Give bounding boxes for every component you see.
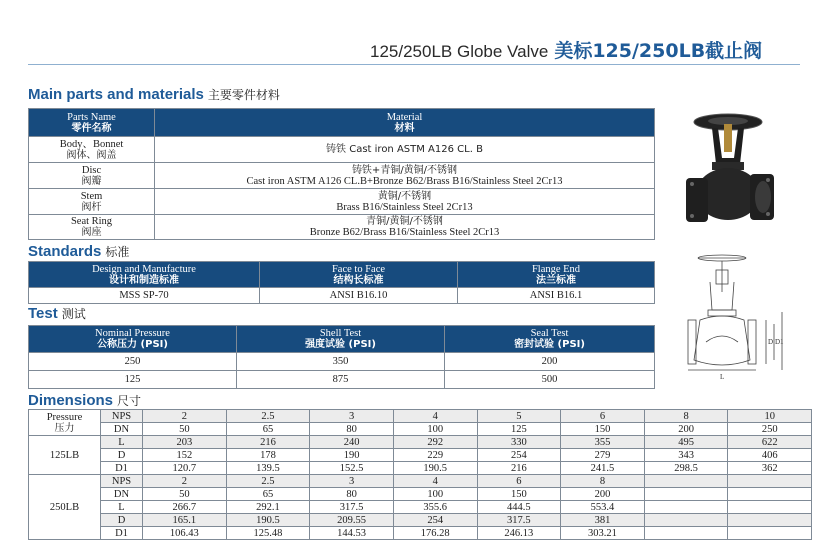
test-cell: 125 xyxy=(29,371,237,389)
dims-value-cell: 139.5 xyxy=(226,462,310,475)
test-cell: 350 xyxy=(237,353,445,371)
table-row xyxy=(29,215,655,240)
section-dimensions xyxy=(28,392,141,410)
test-cell: 875 xyxy=(237,371,445,389)
test-cell: 250 xyxy=(29,353,237,371)
dims-value-cell: 209.55 xyxy=(310,514,394,527)
material-cell: 黄铜/不锈钢 Brass B16/Stainless Steel 2Cr13 xyxy=(155,189,655,215)
dn-cell: 80 xyxy=(310,423,394,436)
dims-value-cell xyxy=(644,527,728,540)
title-rule xyxy=(28,64,800,65)
shell-header: Shell Test 强度试验 (PSI) xyxy=(237,326,445,353)
table-row xyxy=(29,514,812,527)
dims-value-cell xyxy=(644,488,728,501)
nps-cell: 2.5 xyxy=(226,410,310,423)
dims-value-cell xyxy=(728,501,812,514)
materials-table xyxy=(28,108,655,240)
dn-cell: 150 xyxy=(561,423,645,436)
table-row xyxy=(29,436,812,449)
dims-value-cell: 279 xyxy=(561,449,645,462)
dims-value-cell: 190 xyxy=(310,449,394,462)
dims-row-label: L xyxy=(101,501,143,514)
dims-value-cell: 152.5 xyxy=(310,462,394,475)
dims-row-label: DN xyxy=(101,488,143,501)
table-row xyxy=(29,371,655,389)
standard-cell: ANSI B16.1 xyxy=(458,288,655,304)
section-standards-cn: 标准 xyxy=(105,245,130,259)
dims-value-cell: 355 xyxy=(561,436,645,449)
part-cell: Stem 阀杆 xyxy=(29,189,155,215)
dims-value-cell: 2.5 xyxy=(226,475,310,488)
dims-value-cell xyxy=(728,527,812,540)
dn-cell: 65 xyxy=(226,423,310,436)
standards-header-row xyxy=(29,262,655,288)
title-cn: 美标125/250LB截止阀 xyxy=(554,40,763,62)
nps-cell: 6 xyxy=(561,410,645,423)
dims-value-cell: 303.21 xyxy=(561,527,645,540)
table-row xyxy=(29,527,812,540)
drawing-label-d1: D1 xyxy=(775,338,784,346)
part-cell: Disc 阀瓣 xyxy=(29,163,155,189)
dims-value-cell: 216 xyxy=(226,436,310,449)
dims-value-cell: 203 xyxy=(143,436,227,449)
section-dimensions-en: Dimensions xyxy=(28,392,114,409)
dims-value-cell: 362 xyxy=(728,462,812,475)
pressure-label-cell: Pressure 压力 xyxy=(29,410,101,436)
dn-cell: 200 xyxy=(644,423,728,436)
dims-value-cell: 176.28 xyxy=(393,527,477,540)
pressure-header: Nominal Pressure 公称压力 (PSI) xyxy=(29,326,237,353)
part-cell: Body、Bonnet 阀体、阀盖 xyxy=(29,137,155,163)
dims-value-cell: 216 xyxy=(477,462,561,475)
section-materials-cn: 主要零件材料 xyxy=(207,88,280,102)
dims-value-cell: 406 xyxy=(728,449,812,462)
dims-row-label: D xyxy=(101,514,143,527)
standard-cell: MSS SP-70 xyxy=(29,288,260,304)
face-header: Face to Face 结构长标准 xyxy=(260,262,458,288)
section-standards xyxy=(28,243,129,261)
dims-value-cell: 229 xyxy=(393,449,477,462)
section-dimensions-cn: 尺寸 xyxy=(117,394,142,408)
dims-value-cell xyxy=(728,488,812,501)
dims-value-cell: 254 xyxy=(393,514,477,527)
standards-table xyxy=(28,261,655,304)
section-test-cn: 测试 xyxy=(61,307,86,321)
dims-value-cell: 144.53 xyxy=(310,527,394,540)
dn-cell: 50 xyxy=(143,423,227,436)
section-materials-en: Main parts and materials xyxy=(28,86,204,103)
table-row xyxy=(29,137,655,163)
dimensions-table xyxy=(28,409,812,540)
dims-value-cell: 3 xyxy=(310,475,394,488)
pressure-class-cell: 125LB xyxy=(29,436,101,475)
materials-header-row xyxy=(29,109,655,137)
material-cell: 青铜/黄铜/不锈钢 Bronze B62/Brass B16/Stainless Steel 2Cr13 xyxy=(155,215,655,240)
nps-cell: 3 xyxy=(310,410,394,423)
table-row xyxy=(29,288,655,304)
dims-value-cell: 553.4 xyxy=(561,501,645,514)
dims-value-cell xyxy=(644,475,728,488)
dims-row-label: NPS xyxy=(101,410,143,423)
dims-value-cell xyxy=(728,475,812,488)
dims-row-label: D1 xyxy=(101,462,143,475)
dims-value-cell: 292.1 xyxy=(226,501,310,514)
dims-value-cell: 2 xyxy=(143,475,227,488)
dims-value-cell: 65 xyxy=(226,488,310,501)
nps-cell: 10 xyxy=(728,410,812,423)
dims-value-cell xyxy=(728,514,812,527)
standard-cell: ANSI B16.10 xyxy=(260,288,458,304)
dims-value-cell: 6 xyxy=(477,475,561,488)
dims-value-cell: 444.5 xyxy=(477,501,561,514)
pressure-class-cell: 250LB xyxy=(29,475,101,540)
material-header: Material 材料 xyxy=(155,109,655,137)
dims-value-cell: 240 xyxy=(310,436,394,449)
table-row xyxy=(29,501,812,514)
parts-name-header: Parts Name 零件名称 xyxy=(29,109,155,137)
dims-value-cell: 8 xyxy=(561,475,645,488)
dims-value-cell: 120.7 xyxy=(143,462,227,475)
dims-value-cell: 317.5 xyxy=(310,501,394,514)
section-standards-en: Standards xyxy=(28,243,102,260)
dims-value-cell: 381 xyxy=(561,514,645,527)
table-row xyxy=(29,488,812,501)
dims-value-cell: 343 xyxy=(644,449,728,462)
dims-value-cell: 241.5 xyxy=(561,462,645,475)
seal-header: Seal Test 密封试验 (PSI) xyxy=(445,326,655,353)
dims-value-cell: 150 xyxy=(477,488,561,501)
nps-cell: 8 xyxy=(644,410,728,423)
dims-value-cell: 254 xyxy=(477,449,561,462)
material-cell: 铸铁 Cast iron ASTM A126 CL. B xyxy=(155,137,655,163)
table-row xyxy=(29,353,655,371)
dims-value-cell: 266.7 xyxy=(143,501,227,514)
dims-row-label: DN xyxy=(101,423,143,436)
title-en: 125/250LB Globe Valve xyxy=(370,42,549,61)
test-table xyxy=(28,325,655,389)
dims-value-cell: 292 xyxy=(393,436,477,449)
table-row xyxy=(29,163,655,189)
table-row xyxy=(29,462,812,475)
dims-value-cell: 330 xyxy=(477,436,561,449)
dims-value-cell: 4 xyxy=(393,475,477,488)
dn-cell: 100 xyxy=(393,423,477,436)
dims-value-cell: 495 xyxy=(644,436,728,449)
test-cell: 500 xyxy=(445,371,655,389)
flange-header: Flange End 法兰标准 xyxy=(458,262,655,288)
dims-value-cell: 178 xyxy=(226,449,310,462)
dims-value-cell: 190.5 xyxy=(393,462,477,475)
dims-row-label: L xyxy=(101,436,143,449)
dims-value-cell: 50 xyxy=(143,488,227,501)
test-header-row xyxy=(29,326,655,353)
dims-value-cell: 317.5 xyxy=(477,514,561,527)
section-test xyxy=(28,305,86,323)
dims-value-cell: 246.13 xyxy=(477,527,561,540)
dims-value-cell: 622 xyxy=(728,436,812,449)
dims-value-cell: 80 xyxy=(310,488,394,501)
dims-value-cell: 298.5 xyxy=(644,462,728,475)
drawing-label-d: D xyxy=(768,338,774,346)
table-row xyxy=(29,475,812,488)
dims-nps-row xyxy=(29,410,812,423)
table-row xyxy=(29,189,655,215)
section-materials xyxy=(28,86,280,104)
dn-cell: 250 xyxy=(728,423,812,436)
dims-value-cell: 125.48 xyxy=(226,527,310,540)
dims-value-cell: 200 xyxy=(561,488,645,501)
dims-value-cell: 152 xyxy=(143,449,227,462)
design-header: Design and Manufacture 设计和制造标准 xyxy=(29,262,260,288)
valve-photo-icon xyxy=(676,108,786,240)
part-cell: Seat Ring 阀座 xyxy=(29,215,155,240)
nps-cell: 5 xyxy=(477,410,561,423)
dims-dn-row xyxy=(29,423,812,436)
page-title xyxy=(370,36,762,63)
valve-drawing-icon xyxy=(686,252,802,382)
material-cell: 铸铁+青铜/黄铜/不锈钢 Cast iron ASTM A126 CL.B+Bronze B62/Brass B16/Stainless Steel 2Cr13 xyxy=(155,163,655,189)
drawing-label-l: L xyxy=(720,373,725,381)
dims-row-label: NPS xyxy=(101,475,143,488)
section-test-en: Test xyxy=(28,305,58,322)
dims-value-cell: 106.43 xyxy=(143,527,227,540)
dims-value-cell xyxy=(644,514,728,527)
nps-cell: 2 xyxy=(143,410,227,423)
test-cell: 200 xyxy=(445,353,655,371)
dims-row-label: D1 xyxy=(101,527,143,540)
nps-cell: 4 xyxy=(393,410,477,423)
dims-row-label: D xyxy=(101,449,143,462)
dims-value-cell: 100 xyxy=(393,488,477,501)
dims-value-cell: 165.1 xyxy=(143,514,227,527)
dn-cell: 125 xyxy=(477,423,561,436)
dims-value-cell: 355.6 xyxy=(393,501,477,514)
dims-value-cell xyxy=(644,501,728,514)
table-row xyxy=(29,449,812,462)
dims-value-cell: 190.5 xyxy=(226,514,310,527)
